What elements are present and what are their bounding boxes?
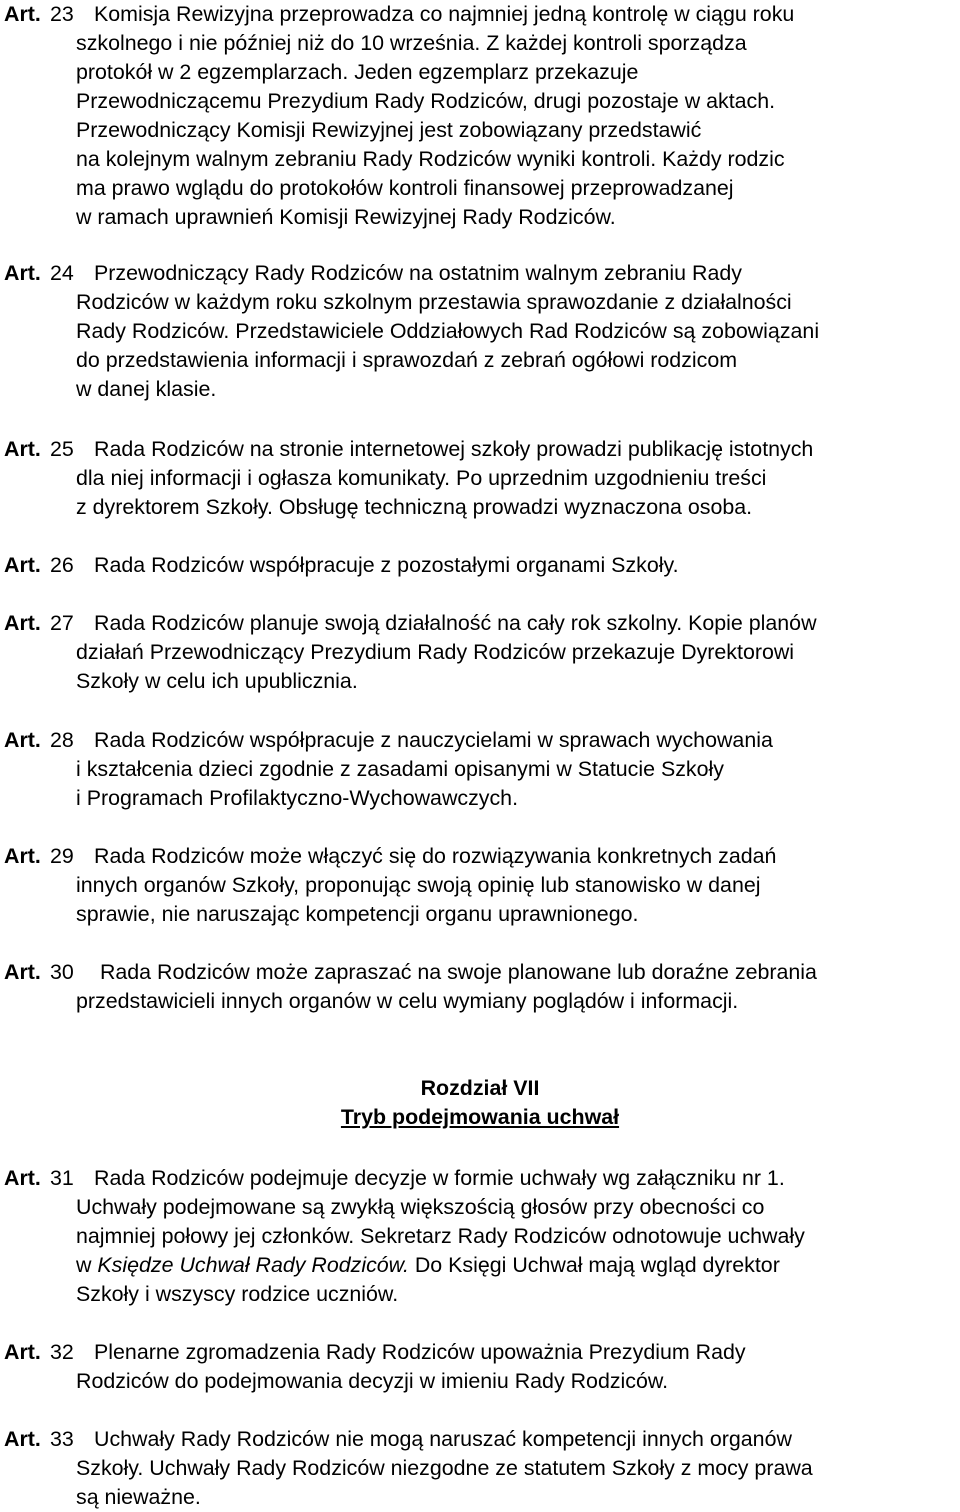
article-line: [4, 726, 960, 755]
article-line: są nieważne.: [76, 1485, 201, 1509]
article-30: [4, 958, 960, 1016]
article-label: Art.: [4, 728, 41, 752]
article-line: i kształcenia dzieci zgodnie z zasadami opisanymi w Statucie Szkoły: [76, 757, 724, 781]
article-line: [4, 609, 960, 638]
article-line: [4, 259, 960, 288]
article-line: Rodziców do podejmowania decyzji w imieniu Rady Rodziców.: [76, 1369, 669, 1393]
article-text: Plenarne zgromadzenia Rady Rodziców upoważnia Prezydium Rady: [94, 1340, 746, 1364]
article-text: Rada Rodziców podejmuje decyzje w formie uchwały wg załączniku nr 1.: [94, 1166, 785, 1190]
article-number: 27: [50, 611, 74, 635]
article-text: w: [76, 1253, 98, 1277]
article-number: 23: [50, 2, 74, 26]
article-text: Rada Rodziców może zapraszać na swoje planowane lub doraźne zebrania: [94, 960, 817, 984]
article-line: ma prawo wglądu do protokołów kontroli finansowej przeprowadzanej: [76, 176, 734, 200]
article-line: do przedstawienia informacji i sprawozdań z zebrań ogółowi rodzicom: [76, 348, 738, 372]
article-line: Przewodniczący Komisji Rewizyjnej jest zobowiązany przedstawić: [76, 118, 702, 142]
article-line: w danej klasie.: [76, 377, 217, 401]
article-number: 25: [50, 437, 74, 461]
article-line: [4, 1338, 960, 1367]
article-line: [4, 0, 960, 29]
article-line: [4, 551, 960, 580]
article-label: Art.: [4, 611, 41, 635]
chapter-subtitle-text: Tryb podejmowania uchwał: [340, 1105, 620, 1129]
article-line: najmniej połowy jej członków. Sekretarz Rady Rodziców odnotowuje uchwały: [76, 1224, 805, 1248]
article-line: z dyrektorem Szkoły. Obsługę techniczną prowadzi wyznaczona osoba.: [76, 495, 753, 519]
article-label: Art.: [4, 437, 41, 461]
article-label: Art.: [4, 1427, 41, 1451]
article-text: Do Księgi Uchwał mają wgląd dyrektor: [408, 1253, 780, 1277]
article-label: Art.: [4, 261, 41, 285]
article-line: w ramach uprawnień Komisji Rewizyjnej Rady Rodziców.: [76, 205, 616, 229]
article-line: [4, 842, 960, 871]
article-23: [4, 0, 960, 232]
article-line: [4, 1425, 960, 1454]
article-line: Uchwały podejmowane są zwykłą większością głosów przy obecności co: [76, 1195, 765, 1219]
article-label: Art.: [4, 844, 41, 868]
article-line: Przewodniczącemu Prezydium Rady Rodziców, drugi pozostaje w aktach.: [76, 89, 776, 113]
article-27: [4, 609, 960, 696]
article-label: Art.: [4, 2, 41, 26]
article-29: [4, 842, 960, 929]
article-33: [4, 1425, 960, 1512]
article-line: przedstawicieli innych organów w celu wymiany poglądów i informacji.: [76, 989, 739, 1013]
article-text: Komisja Rewizyjna przeprowadza co najmniej jedną kontrolę w ciągu roku: [94, 2, 795, 26]
article-24: [4, 259, 960, 404]
article-number: 29: [50, 844, 74, 868]
article-line: Szkoły i wszyscy rodzice uczniów.: [76, 1282, 399, 1306]
article-line: Rady Rodziców. Przedstawiciele Oddziałowych Rad Rodziców są zobowiązani: [76, 319, 820, 343]
article-line: [4, 1251, 960, 1280]
article-label: Art.: [4, 1166, 41, 1190]
article-line: innych organów Szkoły, proponując swoją opinię lub stanowisko w danej: [76, 873, 761, 897]
article-line: na kolejnym walnym zebraniu Rady Rodziców wyniki kontroli. Każdy rodzic: [76, 147, 785, 171]
article-line: [4, 1164, 960, 1193]
article-text: Rada Rodziców może włączyć się do rozwiązywania konkretnych zadań: [94, 844, 777, 868]
article-line: działań Przewodniczący Prezydium Rady Rodziców przekazuje Dyrektorowi: [76, 640, 795, 664]
article-number: 33: [50, 1427, 74, 1451]
chapter-title: Rozdział VII: [420, 1076, 540, 1100]
article-31: [4, 1164, 960, 1309]
article-text: Rada Rodziców planuje swoją działalność na cały rok szkolny. Kopie planów: [94, 611, 817, 635]
article-line: protokół w 2 egzemplarzach. Jeden egzemplarz przekazuje: [76, 60, 639, 84]
article-number: 31: [50, 1166, 74, 1190]
article-line: i Programach Profilaktyczno-Wychowawczych.: [76, 786, 519, 810]
article-number: 26: [50, 553, 74, 577]
article-line: Szkoły. Uchwały Rady Rodziców niezgodne ze statutem Szkoły z mocy prawa: [76, 1456, 813, 1480]
chapter-subtitle: [0, 1103, 960, 1132]
article-line: [4, 958, 960, 987]
article-number: 30: [50, 960, 74, 984]
article-line: szkolnego i nie później niż do 10 września. Z każdej kontroli sporządza: [76, 31, 747, 55]
article-label: Art.: [4, 960, 41, 984]
book-title: Księdze Uchwał Rady Rodziców.: [97, 1253, 409, 1277]
article-number: 32: [50, 1340, 74, 1364]
article-number: 24: [50, 261, 74, 285]
article-number: 28: [50, 728, 74, 752]
article-26: [4, 551, 960, 580]
article-text: Uchwały Rady Rodziców nie mogą naruszać kompetencji innych organów: [94, 1427, 792, 1451]
article-28: [4, 726, 960, 813]
article-label: Art.: [4, 1340, 41, 1364]
article-line: sprawie, nie naruszając kompetencji organu uprawnionego.: [76, 902, 639, 926]
article-label: Art.: [4, 553, 41, 577]
article-25: [4, 435, 960, 522]
article-text: Rada Rodziców współpracuje z nauczycielami w sprawach wychowania: [94, 728, 773, 752]
article-line: [4, 435, 960, 464]
article-text: Rada Rodziców na stronie internetowej szkoły prowadzi publikację istotnych: [94, 437, 814, 461]
article-32: [4, 1338, 960, 1396]
article-text: Rada Rodziców współpracuje z pozostałymi organami Szkoły.: [94, 553, 679, 577]
article-line: Rodziców w każdym roku szkolnym przestawia sprawozdanie z działalności: [76, 290, 792, 314]
article-line: Szkoły w celu ich upublicznia.: [76, 669, 358, 693]
article-text: Przewodniczący Rady Rodziców na ostatnim walnym zebraniu Rady: [94, 261, 742, 285]
article-line: dla niej informacji i ogłasza komunikaty. Po uprzednim uzgodnieniu treści: [76, 466, 767, 490]
